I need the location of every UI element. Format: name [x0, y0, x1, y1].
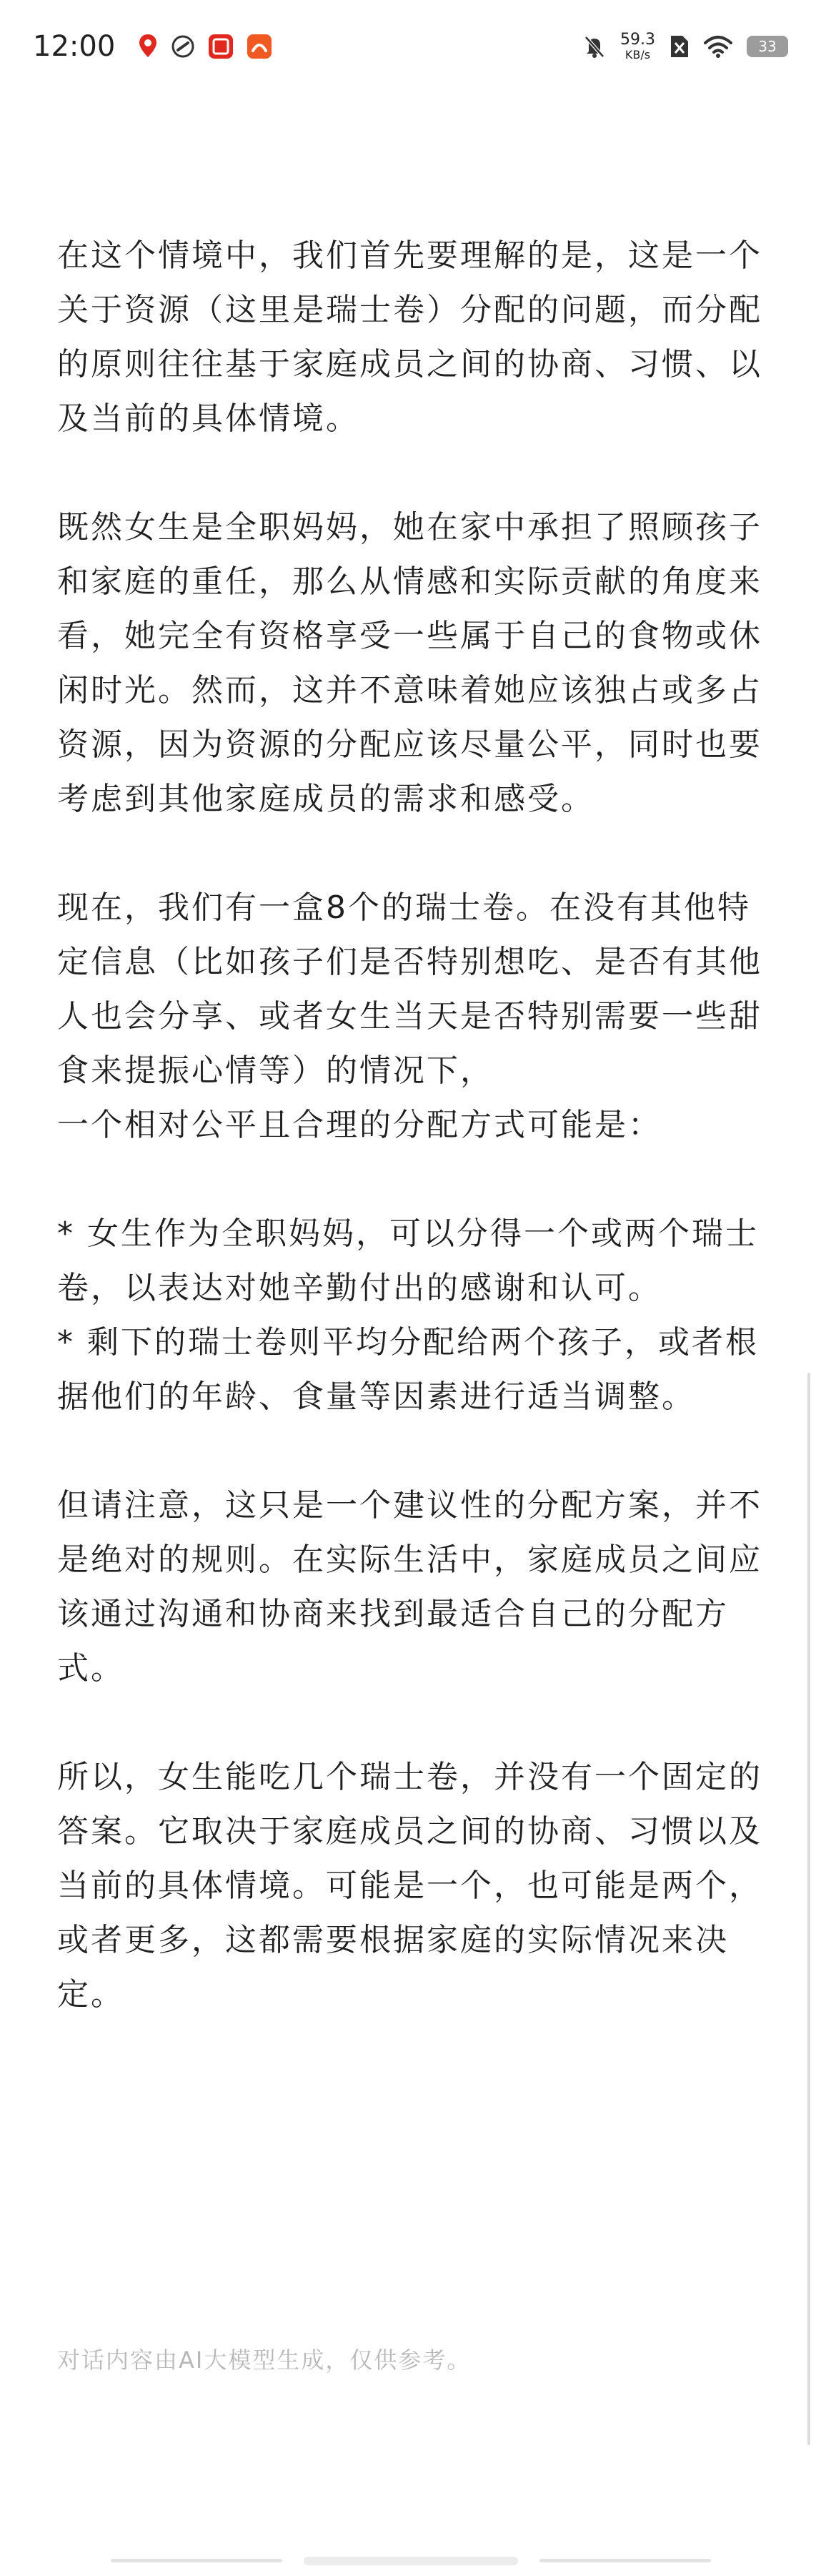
- net-speed-unit: KB/s: [625, 48, 651, 61]
- paragraph-fulltime-mom: 既然女生是全职妈妈，她在家中承担了照顾孩子和家庭的重任，那么从情感和实际贡献的角度来看，她完全有资格享受一些属于自己的食物或休闲时光。然而，这并不意味着她应该独占或多占资源，因为资源的分配应该尽量公平，同时也要考虑到其他家庭成员的需求和感受。: [57, 509, 762, 817]
- location-pin-icon: [138, 33, 158, 60]
- bottom-divider-right: [539, 2559, 711, 2562]
- bottom-divider-left: [111, 2559, 282, 2562]
- paragraph-intro: 在这个情境中，我们首先要理解的是，这是一个关于资源（这里是瑞士卷）分配的问题，而分配的原则往往基于家庭成员之间的协商、习惯、以及当前的具体情境。: [57, 237, 762, 437]
- net-speed-value: 59.3: [620, 31, 655, 49]
- paragraph-note: 但请注意，这只是一个建议性的分配方案，并不是绝对的规则。在实际生活中，家庭成员之间应该通过沟通和协商来找到最适合自己的分配方式。: [57, 1487, 762, 1687]
- home-indicator[interactable]: [304, 2557, 518, 2565]
- link-icon: [171, 34, 195, 59]
- paragraph-allocation-intro: 现在，我们有一盒8个的瑞士卷。在没有其他特定信息（比如孩子们是否特别想吃、是否有其他人也会分享、或者女生当天是否特别需要一些甜食来提振心情等）的情况下， 一个相对公平且合理的分配方式可能是：: [57, 889, 762, 1143]
- ai-disclaimer: 对话内容由AI大模型生成，仅供参考。: [57, 2346, 472, 2374]
- mute-bell-icon: [583, 34, 606, 59]
- battery-icon: 33: [747, 36, 788, 57]
- scrollbar[interactable]: [807, 1373, 810, 2445]
- app-notification-icon: [208, 34, 234, 59]
- wifi-icon: [704, 35, 732, 58]
- paragraph-conclusion: 所以，女生能吃几个瑞士卷，并没有一个固定的答案。它取决于家庭成员之间的协商、习惯以及当前的具体情境。可能是一个，也可能是两个，或者更多，这都需要根据家庭的实际情况来决定。: [57, 1759, 762, 2013]
- response-body: [57, 229, 772, 2076]
- status-right: [583, 32, 788, 61]
- sim-off-icon: [670, 34, 690, 59]
- paragraph-allocation-list: * 女生作为全职妈妈，可以分得一个或两个瑞士卷，以表达对她辛勤付出的感谢和认可。 * 剩下的瑞士卷则平均分配给两个孩子，或者根据他们的年龄、食量等因素进行适当调整。: [57, 1215, 759, 1415]
- status-bar: [0, 0, 821, 93]
- status-time: 12:00: [33, 30, 116, 63]
- app-notification-icon-2: [247, 34, 272, 59]
- net-speed: [620, 32, 655, 61]
- bottom-bar: [0, 2545, 821, 2576]
- status-left: [33, 30, 272, 63]
